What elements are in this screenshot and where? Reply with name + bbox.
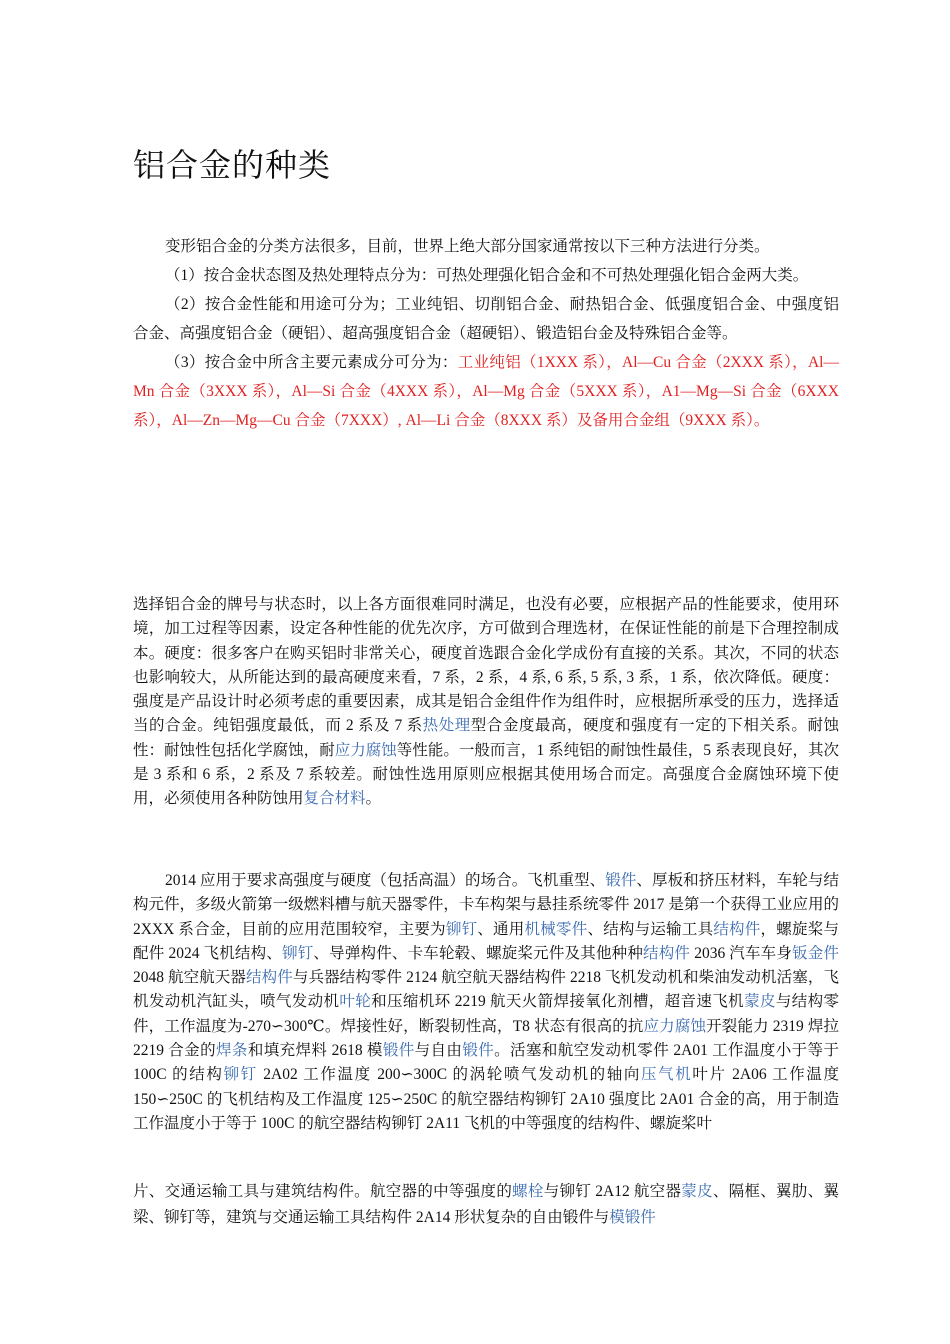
text-run: 。	[365, 790, 382, 808]
continuation-section	[133, 1179, 839, 1231]
text-run: 。活塞和航空发动机零件 2A01 工作温度小于等于 100C 的结构	[133, 1042, 839, 1084]
text-run: 与铆钉 2A12 航空器	[543, 1183, 682, 1200]
link-sheet-metal-part[interactable]: 钣金件	[792, 944, 839, 962]
link-stress-corrosion[interactable]: 应力腐蚀	[643, 1017, 707, 1035]
method-3-lead: （3）按合金中所含主要元素成分可分为：	[165, 354, 458, 371]
selection-section	[133, 593, 839, 812]
applications-section	[133, 869, 839, 1136]
text-run: 、隔框、翼肋、翼梁、铆钉等，建筑与交通运输工具结构件 2A14 形状复杂的自由锻件与	[133, 1183, 839, 1226]
continuation-paragraph	[133, 1179, 839, 1231]
text-run: 叶片 2A06 工作温度 150∽250C 的飞机结构及工作温度 125∽250C 的航空器结构铆钉 2A10 强度比 2A01 合金的高，用于制造工作温度小于等于 100C 的航空器结构铆钉 2A11 飞机的中等强度的结构件、螺旋桨叶	[133, 1066, 839, 1132]
method-1-paragraph: （1）按合金状态图及热处理特点分为：可热处理强化铝合金和不可热处理强化铝合金两大类。	[165, 267, 809, 284]
link-impeller[interactable]: 叶轮	[339, 993, 372, 1011]
text-run: 型合金度最高，硬度和强度有一定的下相关系。耐蚀性：耐蚀性包括化学腐蚀，耐	[133, 717, 839, 759]
document-title: 铝合金的种类	[133, 146, 332, 184]
link-forging[interactable]: 锻件	[382, 1042, 415, 1060]
text-run: 和压缩机环 2219 航天火箭焊接氧化剂槽，超音速飞机	[371, 993, 745, 1011]
link-rivet[interactable]: 铆钉	[445, 920, 478, 938]
text-run: 、导弹构件、卡车轮毂、螺旋桨元件及其他种种	[313, 944, 644, 962]
link-welding-rod[interactable]: 焊条	[216, 1042, 248, 1060]
text-run: 选择铝合金的牌号与状态时，以上各方面很难同时满足，也没有必要，应根据产品的性能要求，使用环境，加工过程等因素，设定各种性能的优先次序，方可做到合理选材，在保证性能的前是下合理控制成本。硬度：很多客户在购买铝时非常关心，硬度首选跟合金化学成份有直接的关系。其次，不同的状态也影响较大，从所能达到的最高硬度来看，7 系，2 系，4 系, 6 系, 5 系, 3 系，1 系，依次降低。硬度：强度是产品设计时必须考虑的重要因素，成其是铝合金组件作为组件时，应根据所承受的压力，选择适当的合金。纯铝强度最低，而 2 系及 7 系	[133, 596, 839, 735]
text-run: 与兵器结构零件 2124 航空航天器结构件 2218 飞机发动机和柴油发动机活塞，飞机发动机汽缸头，喷气发动机	[133, 969, 839, 1011]
method-3-paragraph	[133, 348, 839, 435]
applications-paragraph	[133, 869, 839, 1136]
link-bolt[interactable]: 螺栓	[512, 1183, 544, 1200]
link-skin[interactable]: 蒙皮	[744, 993, 776, 1011]
link-forging[interactable]: 锻件	[605, 872, 637, 889]
text-run: ，螺旋桨与配件 2024 飞机结构、	[133, 920, 839, 962]
text-run: 、通用	[477, 920, 525, 938]
text-run: 与结构零件，工作温度为-270∽300℃。焊接性好，断裂韧性高，T8 状态有很高的抗	[133, 993, 839, 1035]
link-die-forging[interactable]: 模锻件	[609, 1209, 656, 1226]
selection-paragraph	[133, 593, 839, 812]
link-heat-treatment[interactable]: 热处理	[422, 717, 471, 735]
text-run: 2048 航空航天器	[133, 969, 247, 987]
link-stress-corrosion[interactable]: 应力腐蚀	[334, 741, 397, 759]
text-run: 2036 汽车车身	[690, 944, 793, 962]
text-run: 等性能。一般而言，1 系纯铝的耐蚀性最佳，5 系表现良好，其次是 3 系和 6 系，2 系及 7 系较差。耐蚀性选用原则应根据其使用场合而定。高强度合金腐蚀环境下使用，必须使用各种防蚀用	[133, 741, 839, 808]
text-run: 片、交通运输工具与建筑结构件。航空器的中等强度的	[133, 1183, 513, 1200]
method-2-paragraph: （2）按合金性能和用途可分为；工业纯铝、切削铝合金、耐热铝合金、低强度铝合金、中强度铝合金、高强度铝合金（硬铝）、超高强度铝合金（超硬铝）、锻造铝台金及特殊铝合金等。	[133, 296, 839, 342]
text-run: 、结构与运输工具	[587, 920, 714, 938]
link-structural-part[interactable]: 结构件	[713, 920, 761, 938]
intro-paragraph: 变形铝合金的分类方法很多，目前，世界上绝大部分国家通常按以下三种方法进行分类。	[165, 238, 770, 255]
link-machine-part[interactable]: 机械零件	[524, 920, 588, 938]
link-structural-part[interactable]: 结构件	[246, 969, 293, 987]
text-run: 2014 应用于要求高强度与硬度（包括高温）的场合。飞机重型、	[165, 872, 606, 889]
link-forging[interactable]: 锻件	[462, 1042, 495, 1060]
link-rivet[interactable]: 铆钉	[282, 944, 314, 962]
text-run: 、厚板和挤压材料，车轮与结构元件，多级火箭第一级燃料槽与航天器零件，卡车构架与悬挂系统零件 2017 是第一个获得工业应用的 2XXX 系合金，目前的应用范围较窄，主要为	[133, 872, 839, 938]
method-3-red-text: 工业纯铝（1XXX 系），Al—Cu 合金（2XXX 系），Al—Mn 合金（3XXX 系），Al—Si 合金（4XXX 系），Al—Mg 合金（5XXX 系），A1—Mg—Si 合金（6XXX 系），Al—Zn—Mg—Cu 合金（7XXX）, Al—Li 合金（8XXX 系）及备用合金组（9XXX 系）。	[133, 354, 839, 429]
text-run: 与自由	[414, 1042, 463, 1060]
text-run: 和填充焊料 2618 模	[247, 1042, 383, 1060]
link-structural-part[interactable]: 结构件	[643, 944, 691, 962]
link-compressor[interactable]: 压气机	[640, 1066, 693, 1084]
link-composite-material[interactable]: 复合材料	[303, 790, 366, 808]
classification-section	[133, 232, 839, 435]
text-run: 2A02 工作温度 200∽300C 的涡轮喷气发动机的轴向	[257, 1066, 641, 1084]
link-skin[interactable]: 蒙皮	[681, 1183, 713, 1200]
text-run: 开裂能力 2319 焊拉 2219 合金的	[133, 1017, 839, 1060]
link-rivet[interactable]: 铆钉	[223, 1066, 258, 1084]
